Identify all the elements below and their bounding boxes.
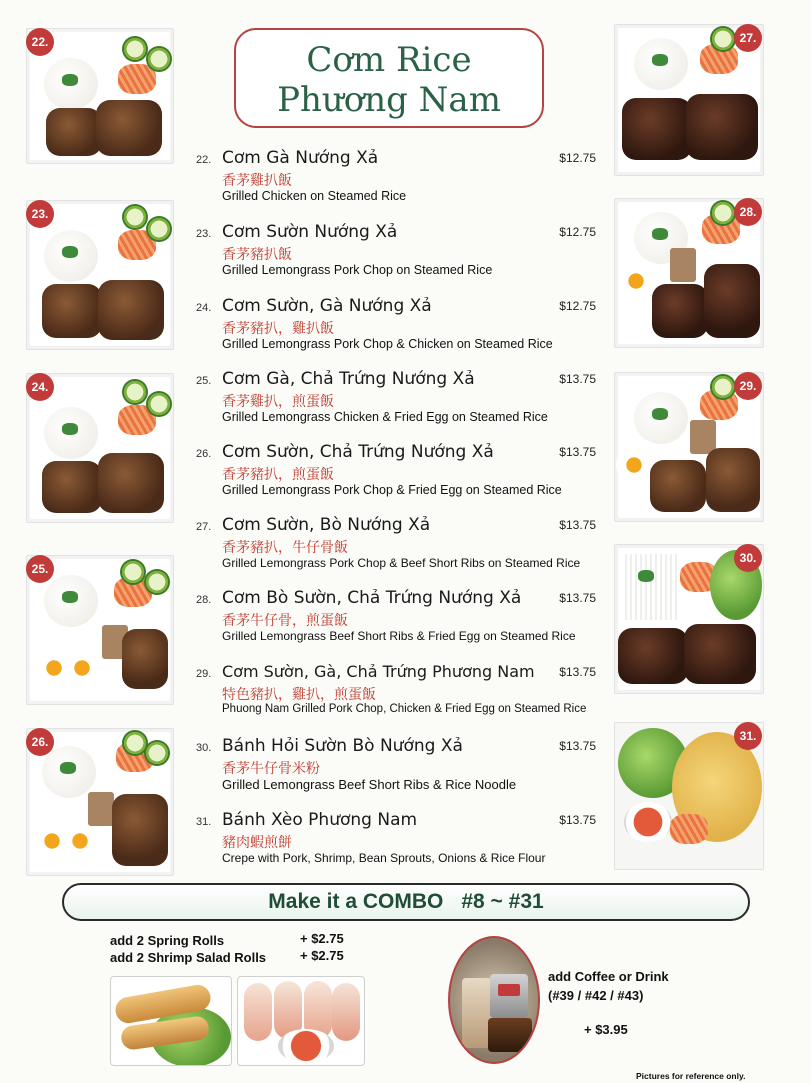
item-number: 26.: [196, 448, 212, 460]
item-badge-27: 27.: [734, 24, 762, 52]
menu-title-line1: Cơm Rice: [306, 40, 472, 80]
item-badge-23: 23.: [26, 200, 54, 228]
item-name-chinese: 香茅雞扒飯: [222, 172, 292, 188]
addon-shrimp-salad-rolls: add 2 Shrimp Salad Rolls: [110, 950, 267, 965]
item-name: Cơm Sườn, Gà, Chả Trứng Phương Nam: [222, 662, 535, 681]
dish-photo-23: [26, 200, 174, 350]
addon-spring-rolls: add 2 Spring Rolls: [110, 933, 225, 948]
item-name-chinese: 特色豬扒，雞扒，煎蛋飯: [222, 686, 376, 702]
item-name: Cơm Sườn, Bò Nướng Xả: [222, 515, 431, 535]
item-description: Grilled Lemongrass Pork Chop & Fried Egg on Steamed Rice: [222, 483, 562, 497]
item-price: $12.75: [559, 225, 596, 239]
item-number: 23.: [196, 228, 212, 240]
item-number: 25.: [196, 375, 212, 387]
dish-photo-29: [614, 372, 764, 522]
item-name: Bánh Xèo Phương Nam: [222, 810, 418, 830]
item-price: $12.75: [559, 299, 596, 313]
item-name-chinese: 香茅豬扒飯: [222, 246, 292, 262]
item-number: 24.: [196, 302, 212, 314]
dish-photo-22: [26, 28, 174, 164]
spring-rolls-photo: [110, 976, 232, 1066]
combo-banner: [62, 883, 750, 921]
item-price: $13.75: [559, 591, 596, 605]
item-description: Crepe with Pork, Shrimp, Bean Sprouts, Onions & Rice Flour: [222, 851, 546, 865]
dish-photo-26: [26, 728, 174, 876]
dish-photo-27: [614, 24, 764, 176]
dish-photo-24: [26, 373, 174, 523]
dish-photo-30: [614, 544, 764, 694]
item-badge-28: 28.: [734, 198, 762, 226]
item-price: $13.75: [559, 372, 596, 386]
addon-coffee-numbers: (#39 / #42 / #43): [548, 988, 644, 1003]
item-name: Cơm Bò Sườn, Chả Trứng Nướng Xả: [222, 588, 522, 608]
addon-coffee-price: + $3.95: [584, 1022, 628, 1037]
item-price: $13.75: [559, 445, 596, 459]
shrimp-salad-rolls-photo: [237, 976, 365, 1066]
item-badge-30: 30.: [734, 544, 762, 572]
item-name-chinese: 香茅牛仔骨米粉: [222, 760, 320, 776]
item-name: Cơm Sườn, Gà Nướng Xả: [222, 296, 432, 316]
dish-photo-31: [614, 722, 764, 870]
item-price: $13.75: [559, 665, 596, 679]
item-description: Grilled Lemongrass Beef Short Ribs & Fried Egg on Steamed Rice: [222, 629, 576, 643]
item-description: Grilled Lemongrass Chicken & Fried Egg on Steamed Rice: [222, 410, 548, 424]
item-description: Grilled Lemongrass Pork Chop & Chicken on Steamed Rice: [222, 337, 553, 351]
combo-label: [64, 890, 748, 914]
item-name: Bánh Hỏi Sườn Bò Nướng Xả: [222, 736, 463, 756]
item-number: 29.: [196, 668, 212, 680]
addon-coffee-label: add Coffee or Drink: [548, 969, 669, 984]
item-price: $13.75: [559, 813, 596, 827]
item-badge-24: 24.: [26, 373, 54, 401]
item-description: Phuong Nam Grilled Pork Chop, Chicken & Fried Egg on Steamed Rice: [222, 703, 587, 715]
item-description: Grilled Chicken on Steamed Rice: [222, 189, 407, 203]
item-number: 31.: [196, 816, 212, 828]
item-name-chinese: 香茅豬扒，雞扒飯: [222, 320, 334, 336]
item-badge-26: 26.: [26, 728, 54, 756]
item-price: $13.75: [559, 739, 596, 753]
combo-range: #8 ~ #31: [461, 890, 544, 913]
pictures-note: Pictures for reference only.: [636, 1071, 746, 1081]
item-description: Grilled Lemongrass Pork Chop & Beef Short Ribs on Steamed Rice: [222, 556, 581, 570]
item-number: 28.: [196, 594, 212, 606]
item-name: Cơm Sườn, Chả Trứng Nướng Xả: [222, 442, 494, 462]
item-number: 30.: [196, 742, 212, 754]
item-number: 22.: [196, 154, 212, 166]
item-name-chinese: 香茅豬扒，煎蛋飯: [222, 466, 334, 482]
dish-photo-25: [26, 555, 174, 705]
item-name: Cơm Gà Nướng Xả: [222, 148, 379, 168]
menu-title-box: [234, 28, 544, 128]
item-name-chinese: 香茅雞扒，煎蛋飯: [222, 393, 334, 409]
coffee-photo: [448, 936, 540, 1064]
item-description: Grilled Lemongrass Beef Short Ribs & Rice Noodle: [222, 777, 517, 792]
item-name: Cơm Sườn Nướng Xả: [222, 222, 398, 242]
item-description: Grilled Lemongrass Pork Chop on Steamed Rice: [222, 263, 493, 277]
combo-title: Make it a COMBO: [268, 890, 444, 913]
item-name: Cơm Gà, Chả Trứng Nướng Xả: [222, 369, 475, 389]
item-number: 27.: [196, 521, 212, 533]
addon-shrimp-salad-rolls-price: + $2.75: [300, 948, 344, 963]
item-price: $13.75: [559, 518, 596, 532]
item-badge-29: 29.: [734, 372, 762, 400]
addon-spring-rolls-price: + $2.75: [300, 931, 344, 946]
menu-title-line2: Phương Nam: [277, 80, 501, 120]
item-name-chinese: 豬肉蝦煎餅: [222, 834, 292, 850]
item-price: $12.75: [559, 151, 596, 165]
item-name-chinese: 香茅豬扒，牛仔骨飯: [222, 539, 348, 555]
item-badge-31: 31.: [734, 722, 762, 750]
dish-photo-28: [614, 198, 764, 348]
item-name-chinese: 香茅牛仔骨，煎蛋飯: [222, 612, 348, 628]
item-badge-22: 22.: [26, 28, 54, 56]
item-badge-25: 25.: [26, 555, 54, 583]
